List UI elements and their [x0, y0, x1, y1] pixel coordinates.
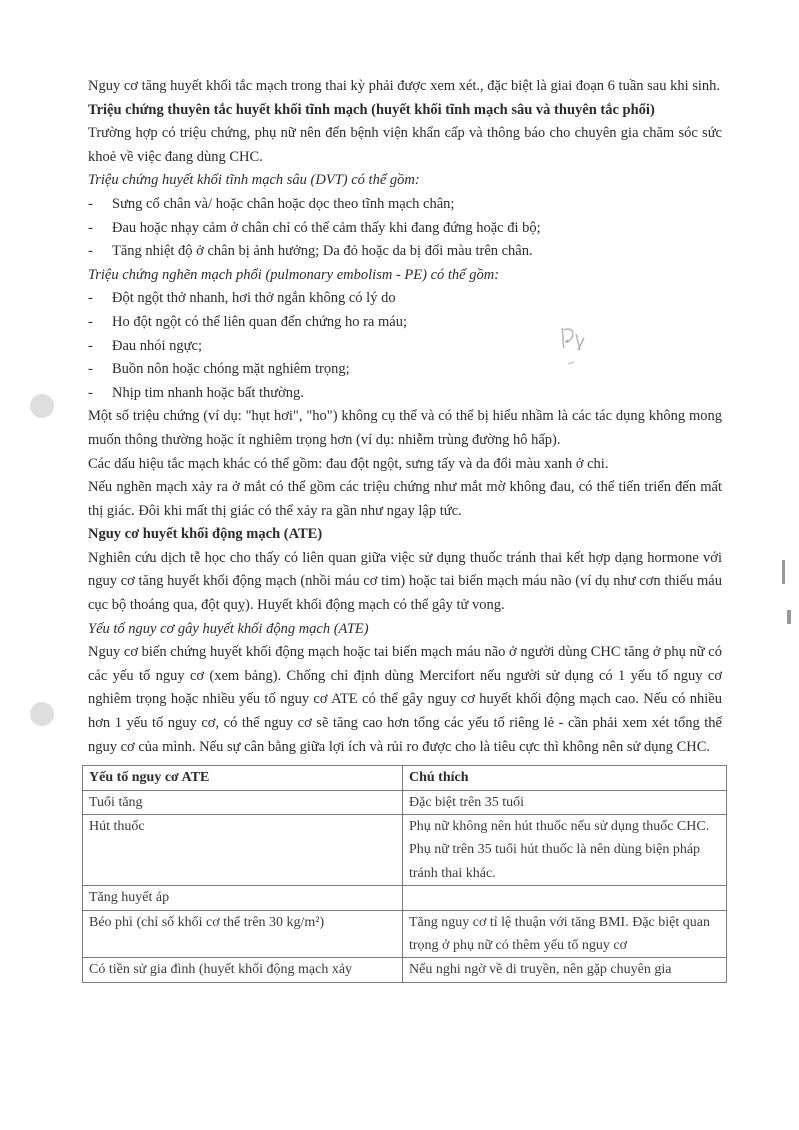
intro-paragraph: Nguy cơ tăng huyết khối tắc mạch trong thai kỳ phải được xem xét., đặc biệt là giai đoạn 6 tuần sau khi sinh. [88, 78, 721, 94]
vte-paragraph: Trường hợp có triệu chứng, phụ nữ nên đến bệnh viện khẩn cấp và thông báo cho chuyên gia chăm sóc sức khoẻ về việc đang dùng CHC. [88, 125, 722, 165]
list-item: - Tăng nhiệt độ ở chân bị ảnh hưởng; Da đỏ hoặc da bị đổi màu trên chân. [88, 240, 722, 264]
table-cell: Hút thuốc [83, 815, 403, 886]
ate-paragraph: Nghiên cứu dịch tễ học cho thấy có liên quan giữa việc sử dụng thuốc tránh thai kết hợp dạng hormone với nguy cơ tăng huyết khối động mạch (nhồi máu cơ tim) hoặc tai biến mạch máu não (ví dụ như cơn thiếu máu cục bộ thoáng qua, đột quỵ). Huyết khối động mạch có thể gây tử vong. [88, 549, 722, 614]
scan-edge-mark [787, 610, 791, 624]
punch-hole-bottom [30, 702, 54, 726]
eye-embolism-paragraph: Nếu nghẽn mạch xảy ra ở mắt có thể gồm các triệu chứng như mắt mờ không đau, có thể tiến triển đến mất thị giác. Đôi khi mất thị giác có thể xảy ra gần như ngay lập tức. [88, 479, 722, 519]
punch-hole-top [30, 394, 54, 418]
table-row [83, 815, 727, 886]
list-item: - Sưng cổ chân và/ hoặc chân hoặc dọc theo tĩnh mạch chân; [88, 193, 722, 217]
table-cell: Tuổi tăng [83, 790, 403, 814]
table-row [83, 958, 727, 982]
list-item: - Đau nhói ngực; [88, 335, 722, 359]
scan-edge-mark [782, 560, 785, 584]
table-row [83, 910, 727, 958]
table-cell: Nếu nghi ngờ về di truyền, nên gặp chuyên gia [403, 958, 727, 982]
table-row [83, 886, 727, 910]
pe-symptom-list [88, 287, 722, 405]
vte-heading: Triệu chứng thuyên tắc huyết khối tĩnh mạch (huyết khối tĩnh mạch sâu và thuyên tắc phổi) [88, 101, 655, 118]
document-body [88, 75, 722, 983]
pe-title: Triệu chứng nghẽn mạch phổi (pulmonary embolism - PE) có thể gồm: [88, 266, 500, 283]
table-cell: Béo phì (chỉ số khối cơ thể trên 30 kg/m²) [83, 910, 403, 958]
ate-risk-paragraph: Nguy cơ biến chứng huyết khối động mạch hoặc tai biến mạch máu não ở người dùng CHC tăng ở phụ nữ có các yếu tố nguy cơ (xem bảng). Chống chỉ định dùng Mercifort nếu người sử dụng có 1 yếu tố nguy cơ nghiêm trọng hoặc nhiều yếu tố nguy cơ ATE có thể gây nguy cơ huyết khối động mạch cao. Nếu có nhiều hơn 1 yếu tố nguy cơ, có thể nguy cơ sẽ tăng cao hơn tổng các yếu tố riêng lẻ - cần phải xem xét tổng thể nguy cơ của mình. Nếu sự cân bằng giữa lợi ích và rủi ro được cho là tiêu cực thì không nên sử dụng CHC. [88, 644, 722, 755]
table-header-note: Chú thích [403, 766, 727, 790]
table-cell: Có tiền sử gia đình (huyết khối động mạch xảy [83, 958, 403, 982]
ate-risk-title: Yếu tố nguy cơ gây huyết khối động mạch (ATE) [88, 620, 369, 637]
table-cell [403, 886, 727, 910]
table-cell: Tăng huyết áp [83, 886, 403, 910]
table-cell: Đặc biệt trên 35 tuổi [403, 790, 727, 814]
dvt-title: Triệu chứng huyết khối tĩnh mạch sâu (DVT) có thể gồm: [88, 172, 420, 189]
table-header-risk-factor: Yếu tố nguy cơ ATE [83, 766, 403, 790]
other-signs-paragraph: Các dấu hiệu tắc mạch khác có thể gồm: đau đột ngột, sưng tấy và da đổi màu xanh ở chi. [88, 455, 609, 472]
table-row [83, 790, 727, 814]
table-header-row [83, 766, 727, 790]
list-item: - Đột ngột thở nhanh, hơi thở ngắn không có lý do [88, 287, 722, 311]
list-item: - Đau hoặc nhạy cảm ở chân chỉ có thể cảm thấy khi đang đứng hoặc đi bộ; [88, 217, 722, 241]
risk-factor-table [82, 765, 727, 983]
list-item: - Nhịp tim nhanh hoặc bất thường. [88, 382, 722, 406]
table-cell: Phụ nữ không nên hút thuốc nếu sử dụng thuốc CHC. Phụ nữ trên 35 tuổi hút thuốc là nên dùng biện pháp tránh thai khác. [403, 815, 727, 886]
list-item: - Ho đột ngột có thể liên quan đến chứng ho ra máu; [88, 311, 722, 335]
ate-heading: Nguy cơ huyết khối động mạch (ATE) [88, 526, 323, 543]
table-cell: Tăng nguy cơ tỉ lệ thuận với tăng BMI. Đặc biệt quan trọng ở phụ nữ có thêm yếu tố nguy cơ [403, 910, 727, 958]
symptom-note-paragraph: Một số triệu chứng (ví dụ: "hụt hơi", "ho") không cụ thể và có thể bị hiểu nhầm là các tác dụng không mong muốn thông thường hoặc ít nghiêm trọng hơn (ví dụ: nhiễm trùng đường hô hấp). [88, 408, 722, 448]
dvt-symptom-list [88, 193, 722, 264]
list-item: - Buồn nôn hoặc chóng mặt nghiêm trọng; [88, 358, 722, 382]
